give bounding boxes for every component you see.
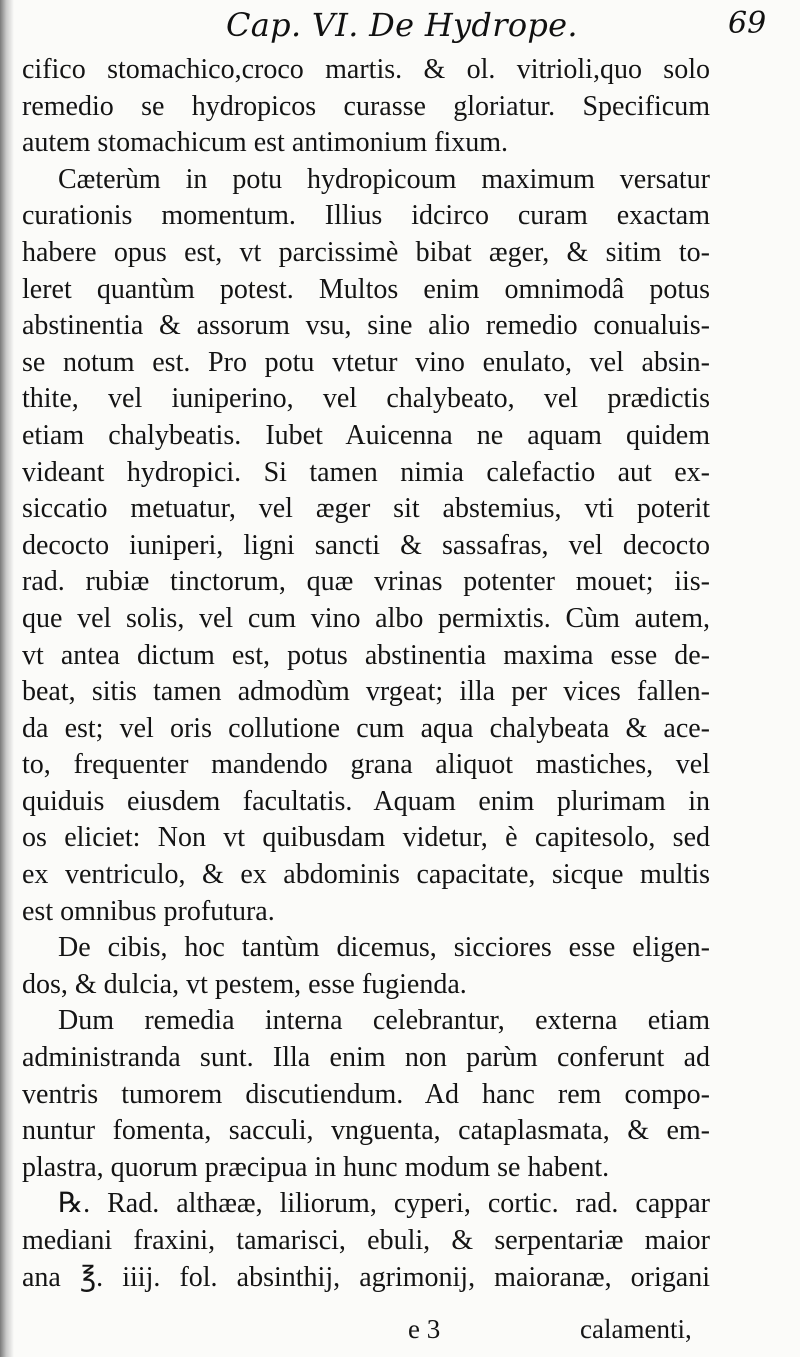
text-line: to, frequenter mandendo grana aliquot mastiches, vel xyxy=(22,749,710,781)
binding-shadow xyxy=(0,0,14,1357)
text-line: curationis momentum. Illius idcirco curam exactam xyxy=(22,200,710,232)
text-line: beat, sitis tamen admodùm vrgeat; illa per vices fallen- xyxy=(22,676,710,708)
signature-mark: e 3 xyxy=(408,1314,441,1344)
page-header xyxy=(0,4,800,52)
text-line: ventris tumorem discutiendum. Ad hanc rem compo- xyxy=(22,1078,710,1110)
text-line: que vel solis, vel cum vino albo permixtis. Cùm autem, xyxy=(22,602,710,634)
paragraph xyxy=(22,930,710,1003)
text-line: cifico stomachico,croco martis. & ol. vitrioli,quo solo xyxy=(22,54,710,85)
text-line: Dum remedia interna celebrantur, externa etiam xyxy=(58,1005,710,1037)
running-head: Cap. VI. De Hydrope. xyxy=(226,6,578,44)
text-line: mediani fraxini, tamarisci, ebuli, & serpentariæ maior xyxy=(22,1225,710,1256)
text-line: abstinentia & assorum vsu, sine alio remedio conualuis- xyxy=(22,310,710,342)
text-line: videant hydropici. Si tamen nimia calefactio aut ex- xyxy=(22,456,710,488)
text-line: os eliciet: Non vt quibusdam videtur, è capitesolo, sed xyxy=(22,822,710,854)
text-line: da est; vel oris collutione cum aqua chalybeata & ace- xyxy=(22,712,710,744)
text-line: autem stomachicum est antimonium fixum. xyxy=(22,127,509,159)
text-line: plastra, quorum præcipua in hunc modum se habent. xyxy=(22,1151,610,1183)
catchword: calamenti, xyxy=(580,1314,692,1344)
text-line: quiduis eiusdem facultatis. Aquam enim plurimam in xyxy=(22,785,710,817)
text-line: rad. rubiæ tinctorum, quæ vrinas potenter mouet; iis- xyxy=(22,566,710,598)
text-line: siccatio metuatur, vel æger sit abstemius, vti poterit xyxy=(22,493,710,525)
text-line: nuntur fomenta, sacculi, vnguenta, cataplasmata, & em- xyxy=(22,1115,710,1147)
text-line: se notum est. Pro potu vtetur vino enulato, vel absin- xyxy=(22,346,710,378)
text-line: leret quantùm potest. Multos enim omnimodâ potus xyxy=(22,273,710,305)
text-line: De cibis, hoc tantùm dicemus, sicciores esse eligen- xyxy=(58,932,710,964)
text-line: vt antea dictum est, potus abstinentia maxima esse de- xyxy=(22,639,710,671)
text-line: ex ventriculo, & ex abdominis capacitate, sicque multis xyxy=(22,859,710,891)
text-line: ana ℥. iiij. fol. absinthij, agrimonij, maioranæ, origani xyxy=(22,1261,710,1293)
text-line: dos, & dulcia, vt pestem, esse fugienda. xyxy=(22,968,467,1000)
paragraph xyxy=(22,52,710,162)
page-footer xyxy=(0,1312,800,1352)
text-line: habere opus est, vt parcissimè bibat æger, & sitim to- xyxy=(22,236,710,268)
text-line: administranda sunt. Illa enim non parùm conferunt ad xyxy=(22,1042,710,1074)
text-line: decocto iuniperi, ligni sancti & sassafras, vel decocto xyxy=(22,529,710,561)
text-line: etiam chalybeatis. Iubet Auicenna ne aquam quidem xyxy=(22,419,710,451)
text-line: thite, vel iuniperino, vel chalybeato, vel prædictis xyxy=(22,383,710,415)
text-line: est omnibus profutura. xyxy=(22,895,275,927)
body-text xyxy=(22,52,710,1296)
paragraph xyxy=(22,1003,710,1186)
text-line: Cæterùm in potu hydropicoum maximum versatur xyxy=(58,163,710,195)
page-number: 69 xyxy=(728,6,767,41)
paragraph xyxy=(22,162,710,930)
text-line: ℞. Rad. althææ, liliorum, cyperi, cortic. rad. cappar xyxy=(58,1188,710,1220)
text-line: remedio se hydropicos curasse gloriatur. Specificum xyxy=(22,90,710,122)
paragraph xyxy=(22,1186,710,1296)
